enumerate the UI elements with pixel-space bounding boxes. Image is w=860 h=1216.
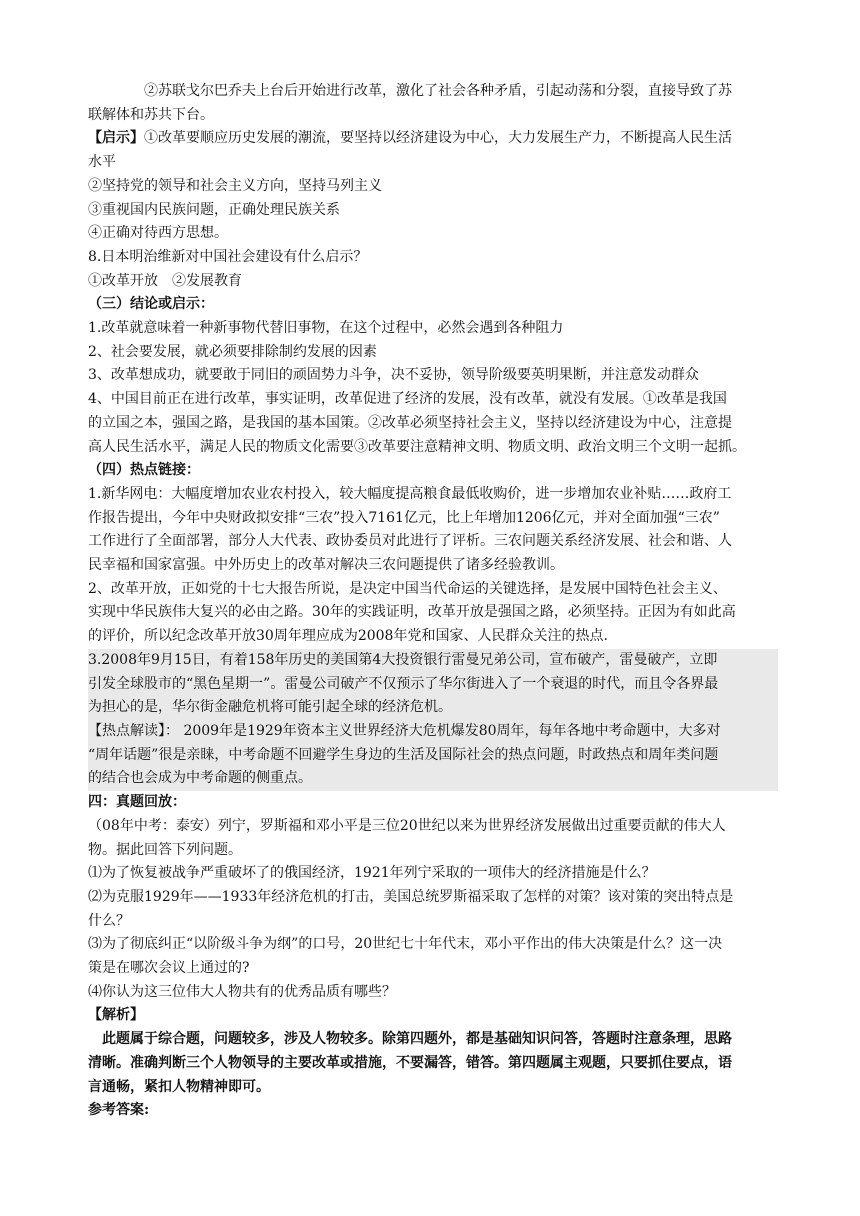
text-line: 的结合也会成为中考命题的侧重点。: [88, 770, 312, 787]
text-line: 3.2008年9月15日，有着158年历史的美国第4大投资银行雷曼兄弟公司，宣布破产，雷曼破产，立即: [88, 651, 718, 668]
text-line: 3、改革想成功，就要敢于同旧的顽固势力斗争，决不妥协，领导阶级要英明果断，并注意发动群众: [88, 367, 699, 384]
text-line: 【热点解读】： 2009年是1929年资本主义世界经济大危机爆发80周年，每年各地中考命题中，大多对: [88, 722, 721, 739]
text-line: 1.新华网电：大幅度增加农业农村投入，较大幅度提高粮食最低收购价，进一步增加农业补贴……政府工: [88, 485, 732, 502]
text-line: 为担心的是，华尔街金融危机将可能引起全球的经济危机。: [88, 699, 452, 716]
text-line: 工作进行了全面部署，部分人大代表、政协委员对此进行了评析。三农问题关系经济发展、社会和谐、人: [88, 533, 732, 550]
text-line: 水平: [88, 154, 116, 171]
text-line: 高人民生活水平，满足人民的物质文化需要③改革要注意精神文明、物质文明、政治文明三个文明一起抓。: [88, 438, 746, 455]
section-label: 【启示】: [88, 130, 144, 147]
text-line: ⑵为克服1929年——1933年经济危机的打击，美国总统罗斯福采取了怎样的对策？该对策的突出特点是: [88, 888, 734, 905]
highlighted-block: [88, 649, 778, 791]
text-line: 1.改革就意味着一种新事物代替旧事物，在这个过程中，必然会遇到各种阻力: [88, 320, 564, 337]
text-line: 8.日本明治维新对中国社会建设有什么启示？: [88, 248, 368, 265]
text-line: 的立国之本，强国之路，是我国的基本国策。②改革必须坚持社会主义，坚持以经济建设为中心，注意提: [88, 414, 732, 431]
text-line: 策是在哪次会议上通过的?: [88, 960, 250, 977]
text-line: 物。据此回答下列问题。: [88, 841, 242, 858]
text-line: 联解体和苏共下台。: [88, 106, 214, 123]
text-line: 2、改革开放，正如党的十七大报告所说，是决定中国当代命运的关键选择，是发展中国特色社会主义、: [88, 580, 727, 597]
text-line: 清晰。准确判断三个人物领导的主要改革或措施，不要漏答，错答。第四题属主观题，只要抓住要点，语: [88, 1054, 732, 1071]
section-heading: 四：真题回放：: [88, 794, 186, 811]
text-line: 实现中华民族伟大复兴的必由之路。30年的实践证明，改革开放是强国之路，必须坚持。正因为有如此高: [88, 604, 736, 621]
text-line: ①改革开放 ②发展教育: [88, 272, 242, 289]
text-line: “周年话题”很是亲睐，中考命题不回避学生身边的生活及国际社会的热点问题，时政热点和周年类问题: [88, 746, 719, 763]
text-span: ①改革要顺应历史发展的潮流，要坚持以经济建设为中心，大力发展生产力，不断提高人民生活: [144, 130, 732, 147]
text-line: 作报告提出，今年中央财政拟安排“三农”投入7161亿元，比上年增加1206亿元，并对全面加强“三农”: [88, 509, 720, 526]
text-line: ⑷你认为这三位伟大人物共有的优秀品质有哪些？: [88, 983, 396, 1000]
text-line: ③重视国内民族问题，正确处理民族关系: [88, 201, 340, 218]
section-heading: 参考答案:: [88, 1102, 150, 1119]
text-line: （08年中考：泰安）列宁，罗斯福和邓小平是三位20世纪以来为世界经济发展做出过重要贡献的伟大人: [88, 817, 726, 834]
section-heading: （三）结论或启示：: [88, 296, 214, 313]
text-line: ②坚持党的领导和社会主义方向，坚持马列主义: [88, 177, 382, 194]
section-heading: 【解析】: [88, 1007, 144, 1024]
text-line: ⑶为了彻底纠正“以阶级斗争为纲”的口号，20世纪七十年代末，邓小平作出的伟大决策是什么？这一决: [88, 936, 723, 953]
text-line: 此题属于综合题，问题较多，涉及人物较多。除第四题外，都是基础知识问答，答题时注意条理，思路: [102, 1031, 732, 1048]
text-line: 民幸福和国家富强。中外历史上的改革对解决三农问题提供了诸多经验教训。: [88, 557, 564, 574]
section-heading: （四）热点链接：: [88, 462, 200, 479]
text-line: 言通畅，紧扣人物精神即可。: [88, 1078, 270, 1095]
text-line: ⑴为了恢复被战争严重破坏了的俄国经济，1921年列宁采取的一项伟大的经济措施是什么？: [88, 865, 656, 882]
text-line: ④正确对待西方思想。: [88, 225, 228, 242]
text-line: 什么？: [88, 912, 130, 929]
text-line: 的评价，所以纪念改革开放30周年理应成为2008年党和国家、人民群众关注的热点.: [88, 628, 608, 645]
text-line: 4、中国目前正在进行改革，事实证明，改革促进了经济的发展，没有改革，就没有发展。①改革是我国: [88, 391, 727, 408]
text-line: ②苏联戈尔巴乔夫上台后开始进行改革，激化了社会各种矛盾，引起动荡和分裂，直接导致了苏: [144, 83, 732, 99]
document-page: [88, 80, 778, 1123]
text-line: 引发全球股市的“黑色星期一”。雷曼公司破产不仅预示了华尔街进入了一个衰退的时代，而且令各界最: [88, 675, 719, 692]
text-line: [88, 127, 778, 151]
text-line: 2、社会要发展，就必须要排除制约发展的因素: [88, 343, 377, 360]
